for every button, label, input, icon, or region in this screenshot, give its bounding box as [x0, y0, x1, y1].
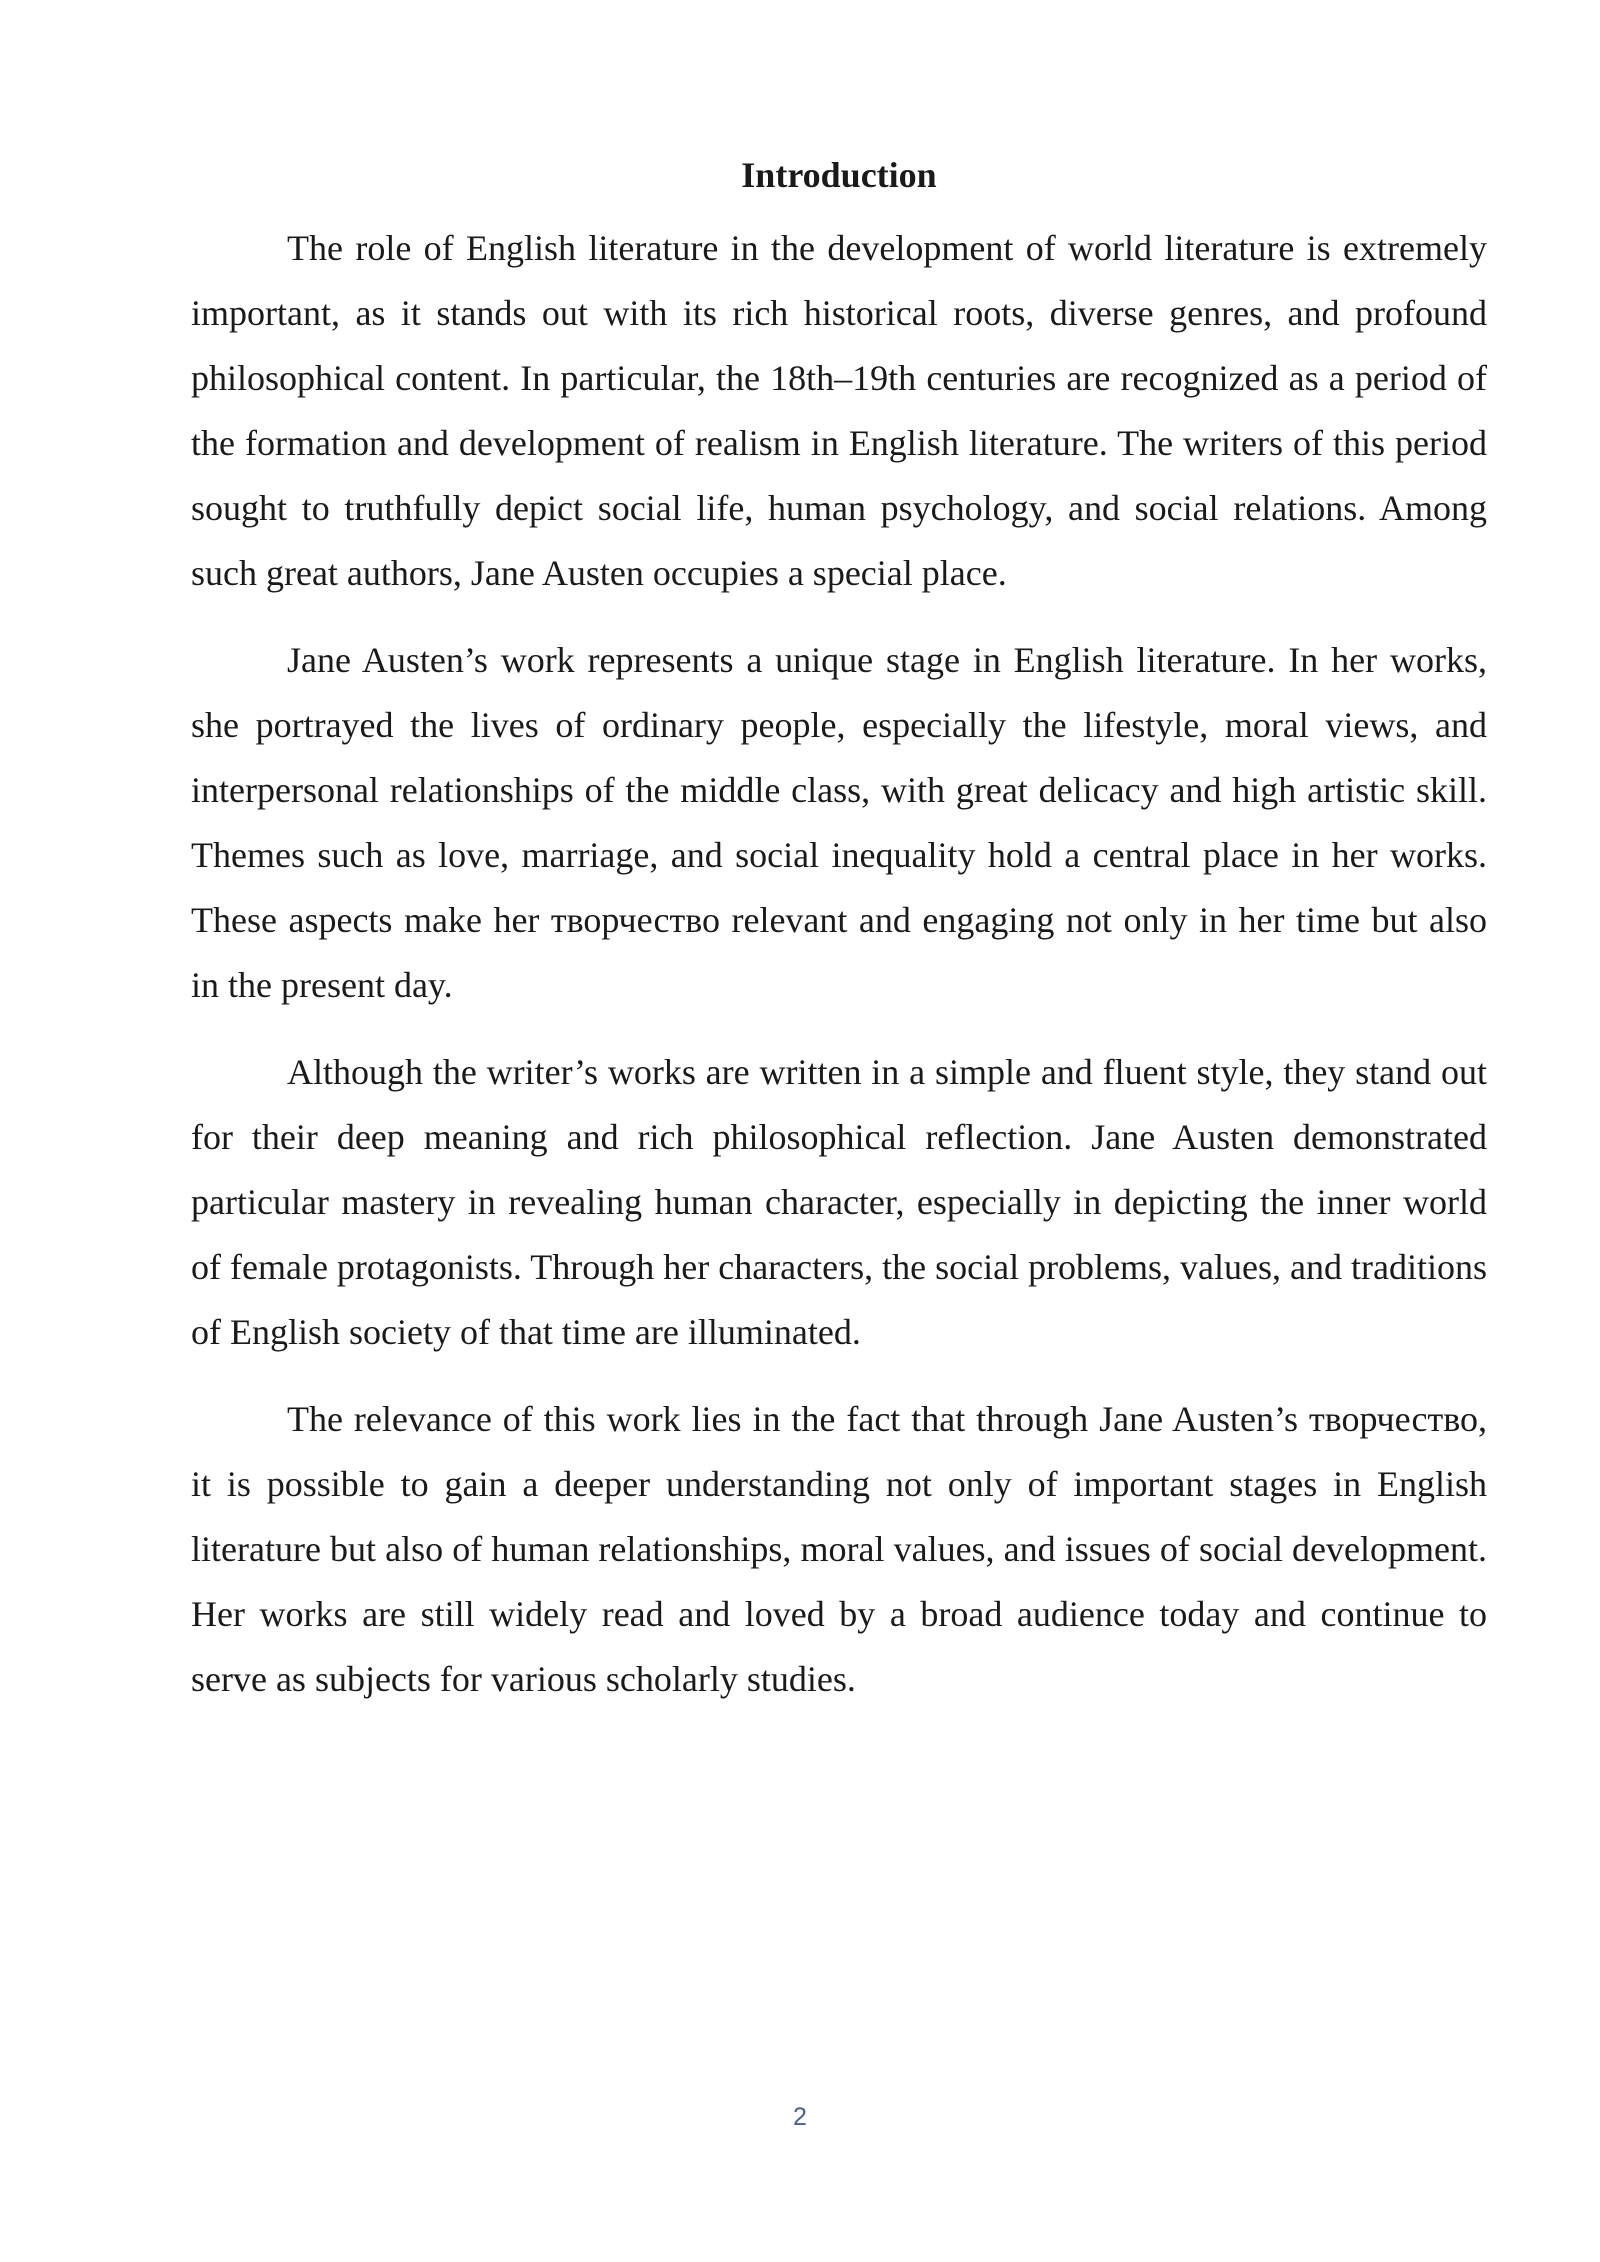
section-heading: Introduction	[741, 155, 937, 195]
page-number: 2	[793, 2103, 807, 2131]
paragraph-1: The role of English literature in the development of world literature is extremely important, as it stands out with its rich historical roots, diverse genres, and profound philosophical content. In particular, the 18th–19th centuries are recognized as a period of the formation and development of realism in English literature. The writers of this period sought to truthfully depict social life, human psychology, and social relations. Among such great authors, Jane Austen occupies a special place.	[191, 228, 1487, 593]
paragraph-3: Although the writer’s works are written in a simple and fluent style, they stand out for their deep meaning and rich philosophical reflection. Jane Austen demonstrated particular mastery in revealing human character, especially in depicting the inner world of female protagonists. Through her characters, the social problems, values, and traditions of English society of that time are illuminated.	[191, 1052, 1487, 1352]
page-content	[191, 148, 1487, 1734]
paragraph-2: Jane Austen’s work represents a unique stage in English literature. In her works, she portrayed the lives of ordinary people, especially the lifestyle, moral views, and interpersonal relationships of the middle class, with great delicacy and high artistic skill. Themes such as love, marriage, and social inequality hold a central place in her works. These aspects make her творчество relevant and engaging not only in her time but also in the present day.	[191, 640, 1487, 1005]
paragraph-4: The relevance of this work lies in the fact that through Jane Austen’s творчество, it is possible to gain a deeper understanding not only of important stages in English literature but also of human relationships, moral values, and issues of social development. Her works are still widely read and loved by a broad audience today and continue to serve as subjects for various scholarly studies.	[191, 1399, 1487, 1699]
